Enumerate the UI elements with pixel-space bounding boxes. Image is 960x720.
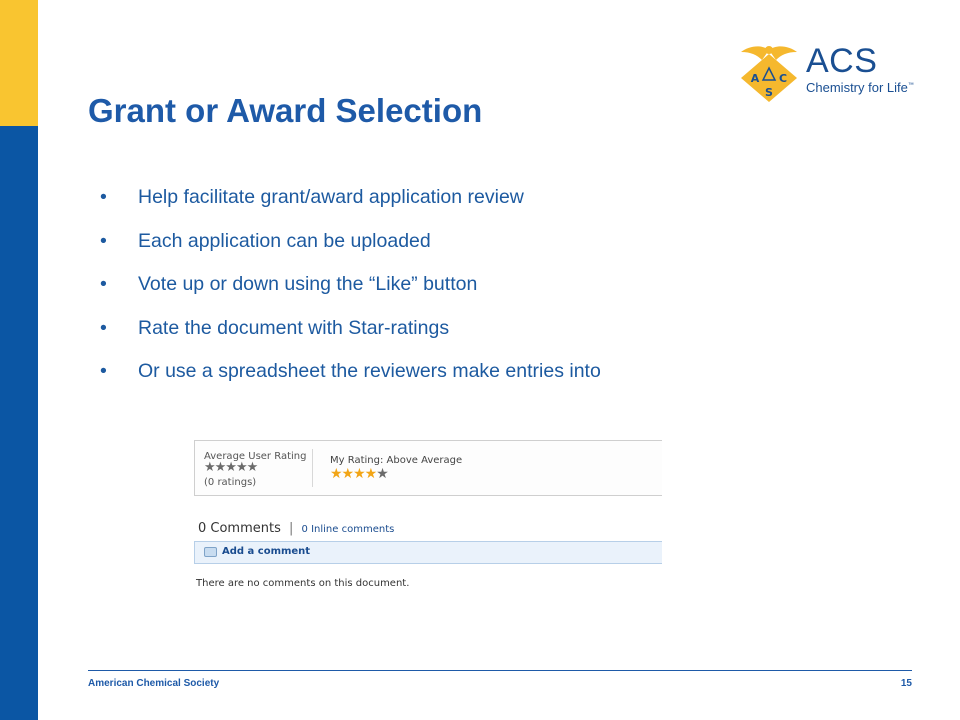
bullet-item [100,360,601,404]
page-number: 15 [900,678,912,689]
my-rating-empty-star[interactable]: ★ [376,466,388,482]
add-comment-button[interactable] [194,541,662,564]
logo-tagline [806,80,914,95]
bullet-text: Vote up or down using the “Like” button [138,273,478,295]
footer-organization: American Chemical Society [88,678,220,689]
comment-icon [204,547,217,557]
bullet-list [100,186,601,404]
bullet-text: Each application can be uploaded [138,229,431,252]
bullet-marker: • [100,316,107,339]
bullet-item [100,230,601,274]
my-rating-filled-stars[interactable]: ★★★★ [330,466,377,482]
slide-title: Grant or Award Selection [88,92,483,129]
my-rating-stars[interactable] [330,466,388,482]
comments-header [198,521,394,536]
bullet-text: Or use a spreadsheet the reviewers make entries into [138,360,601,382]
sidebar-accent-blue [0,126,38,720]
bullet-item [100,317,601,361]
average-rating-stars: ★★★★★ [204,460,258,475]
rating-panel [194,440,662,496]
trademark-mark: ™ [907,82,914,89]
bullet-marker: • [100,360,107,382]
acs-emblem-icon [735,40,803,102]
footer-divider [88,670,912,671]
average-rating-label: Average User Rating [204,451,307,462]
bullet-text: Help facilitate grant/award application review [138,186,524,208]
emblem-letter-c: C [778,72,788,85]
add-comment-label: Add a comment [222,546,311,557]
bullet-marker: • [100,229,107,252]
ratings-count: (0 ratings) [204,477,257,488]
emblem-letter-a: A [750,72,760,85]
embedded-screenshot [194,440,663,600]
emblem-letter-s: S [765,86,773,99]
my-rating-label: My Rating: Above Average [330,455,463,466]
rating-divider [312,449,313,487]
logo-tagline-text: Chemistry for Life [806,80,908,95]
logo-brand: ACS [806,42,878,80]
bullet-marker: • [100,273,107,295]
comments-count: 0 Comments [198,521,281,536]
acs-logo [735,40,920,102]
bullet-item [100,273,601,317]
bullet-item [100,186,601,230]
bullet-text: Rate the document with Star-ratings [138,316,450,339]
comments-separator: | [289,521,294,536]
no-comments-message: There are no comments on this document. [196,578,410,589]
inline-comments-link[interactable]: 0 Inline comments [301,524,395,535]
sidebar-accent-yellow [0,0,38,126]
bullet-marker: • [100,186,107,208]
